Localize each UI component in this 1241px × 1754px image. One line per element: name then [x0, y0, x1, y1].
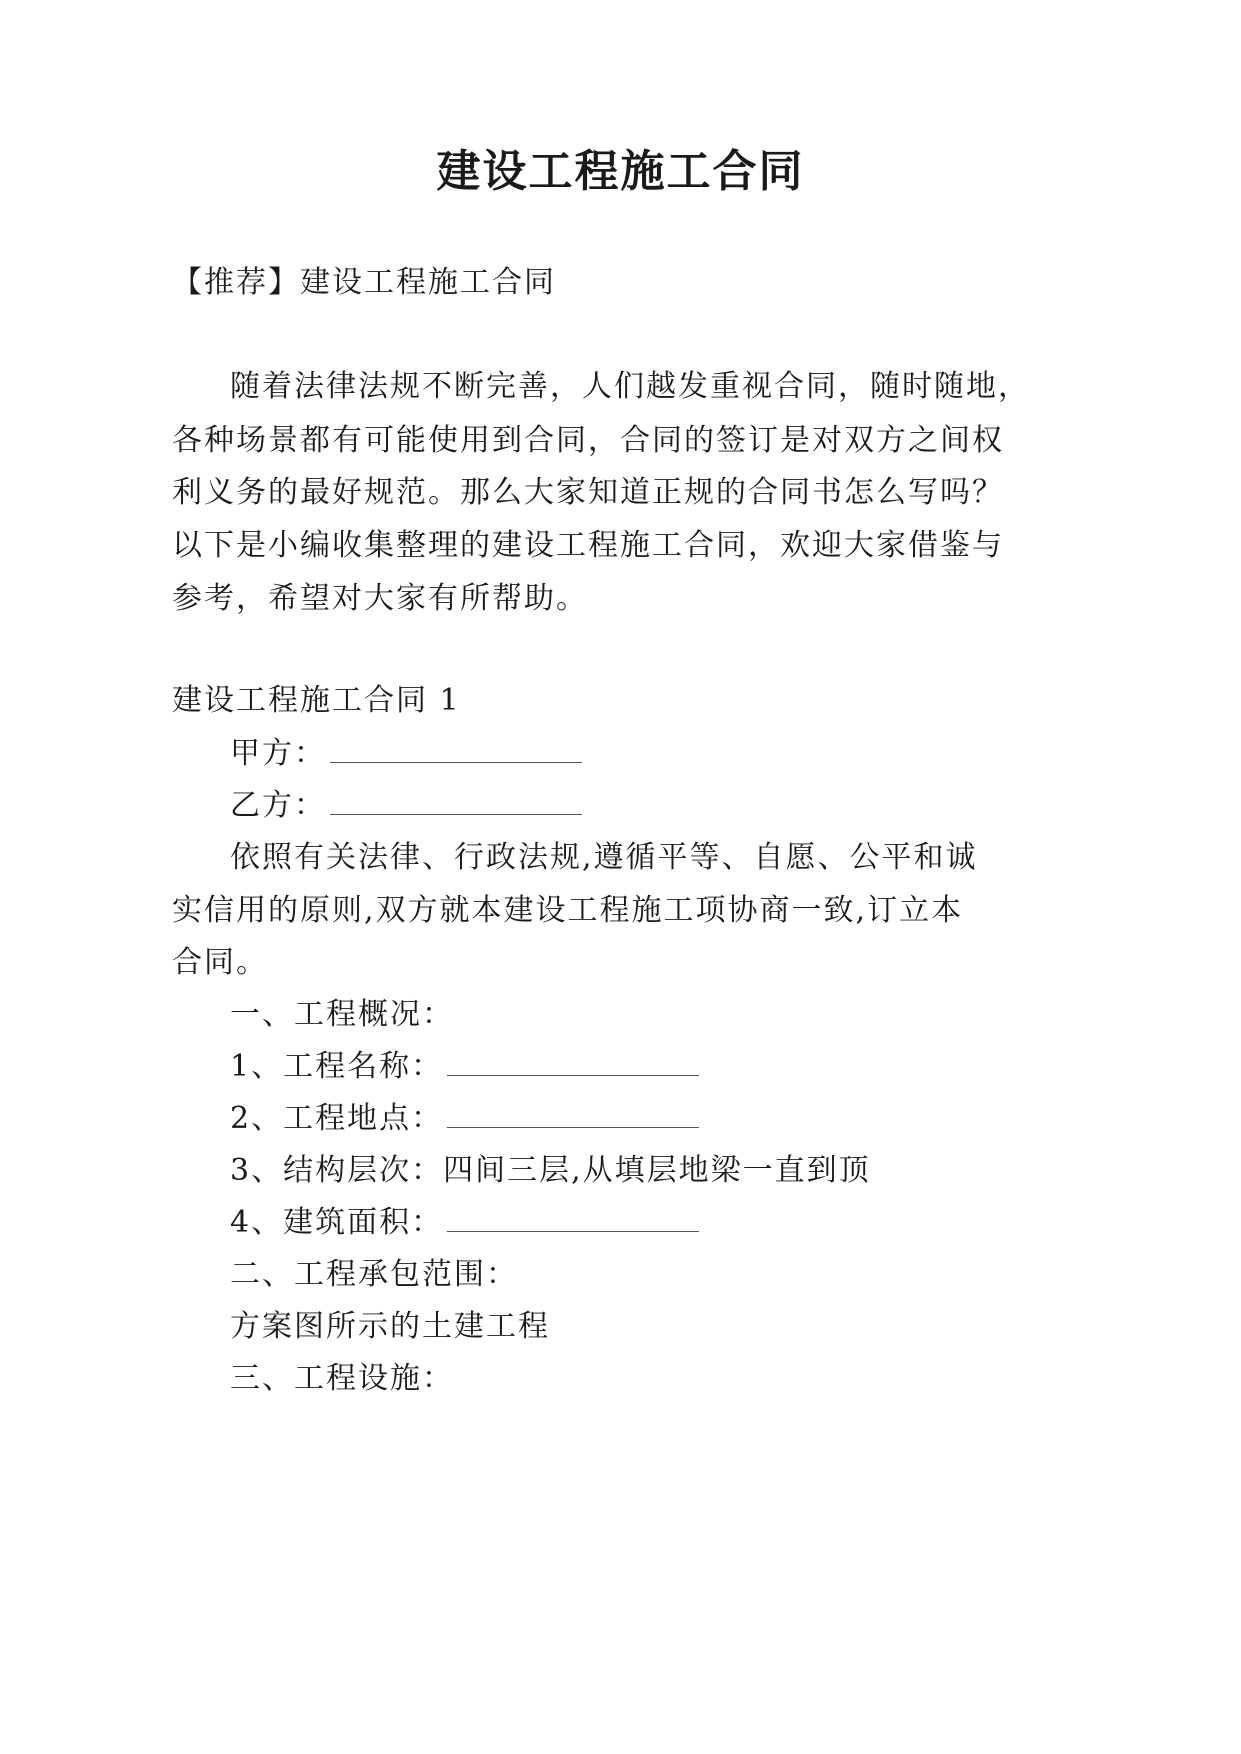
item-4-label: 4、建筑面积：: [230, 1205, 444, 1240]
item-1-blank: [447, 1053, 699, 1076]
item-1-label: 1、工程名称：: [230, 1049, 444, 1084]
item-3-text: 3、结构层次：四间三层,从填层地梁一直到顶: [230, 1153, 871, 1188]
item-2-label: 2、工程地点：: [230, 1101, 444, 1136]
section-2-text: 方案图所示的土建工程: [230, 1309, 550, 1344]
item-2-blank: [447, 1105, 699, 1128]
item-4-row: [230, 1205, 699, 1240]
basis-line-2: 实信用的原则,双方就本建设工程施工项协商一致,订立本: [172, 893, 964, 928]
intro-line-4: 以下是小编收集整理的建设工程施工合同，欢迎大家借鉴与: [172, 528, 1004, 563]
basis-line-1: 依照有关法律、行政法规,遵循平等、自愿、公平和诚: [230, 840, 978, 875]
item-1-row: [230, 1049, 699, 1084]
party-a-blank: [330, 740, 582, 763]
intro-line-3: 利义务的最好规范。那么大家知道正规的合同书怎么写吗？: [172, 475, 1004, 510]
party-b-blank: [330, 792, 582, 815]
party-b-row: [230, 788, 582, 823]
intro-line-2: 各种场景都有可能使用到合同，合同的签订是对双方之间权: [172, 423, 1004, 458]
recommend-line: 【推荐】建设工程施工合同: [172, 265, 556, 300]
item-2-row: [230, 1101, 699, 1136]
section-1-heading: 一、工程概况：: [230, 997, 454, 1032]
party-b-label: 乙方：: [230, 788, 326, 823]
intro-line-5: 参考，希望对大家有所帮助。: [172, 581, 588, 616]
basis-line-3: 合同。: [172, 945, 268, 980]
contract-heading: 建设工程施工合同 1: [172, 683, 461, 718]
party-a-label: 甲方：: [230, 736, 326, 771]
item-4-blank: [447, 1209, 699, 1232]
document-title: 建设工程施工合同: [436, 146, 805, 197]
section-2-heading: 二、工程承包范围：: [230, 1257, 518, 1292]
intro-line-1: 随着法律法规不断完善，人们越发重视合同，随时随地，: [230, 369, 1030, 404]
section-3-heading: 三、工程设施：: [230, 1361, 454, 1396]
party-a-row: [230, 736, 582, 771]
